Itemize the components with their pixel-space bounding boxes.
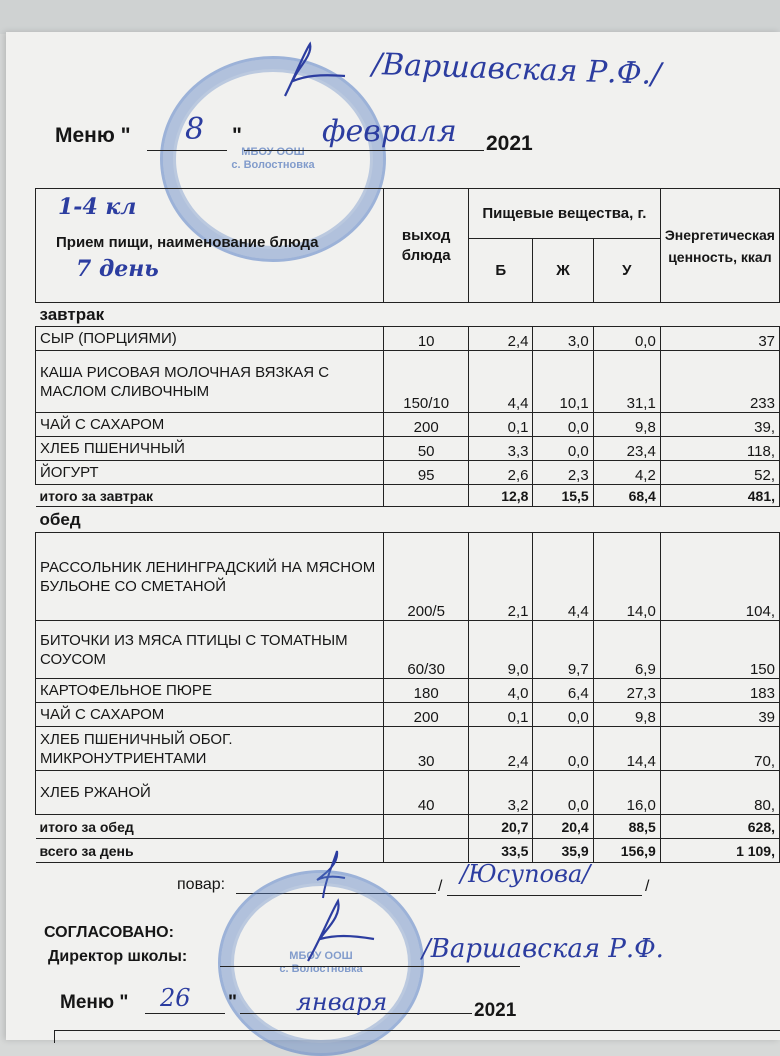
background-surface [0,0,780,34]
menu-quote: " [232,124,242,147]
dish-name: ХЛЕБ ПШЕНИЧНЫЙ ОБОГ. МИКРОНУТРИЕНТАМИ [36,727,384,771]
dish-zh: 0,0 [533,727,593,771]
next-day-underline [145,1013,225,1014]
cook-label: повар: [177,876,226,893]
dish-b: 4,0 [469,679,533,703]
dish-output: 10 [384,327,469,351]
director-label: Директор школы: [48,948,188,965]
dish-zh: 0,0 [533,703,593,727]
table-row [36,703,780,727]
dish-name: ХЛЕБ РЖАНОЙ [36,771,384,815]
cook-slash: / [438,878,443,895]
dish-kcal: 233 [660,351,779,413]
table-row [36,461,780,485]
dish-output: 60/30 [384,621,469,679]
dish-b: 9,0 [469,621,533,679]
total-zh: 35,9 [533,839,593,863]
output-header: выход блюда [384,189,469,303]
b-header: Б [469,239,533,303]
dish-b: 4,4 [469,351,533,413]
dish-zh: 0,0 [533,771,593,815]
dish-b: 2,4 [469,727,533,771]
total-out [384,839,469,863]
dish-kcal: 150 [660,621,779,679]
total-b: 20,7 [469,815,533,839]
dish-output: 50 [384,437,469,461]
dish-name: КАША РИСОВАЯ МОЛОЧНАЯ ВЯЗКАЯ С МАСЛОМ СЛИВОЧНЫМ [36,351,384,413]
total-label: итого за завтрак [36,485,384,507]
table-row [36,771,780,815]
dish-u: 14,4 [593,727,660,771]
day-underline [147,150,227,151]
dish-u: 31,1 [593,351,660,413]
dish-output: 30 [384,727,469,771]
total-kcal: 481, [660,485,779,507]
menu-label: Меню " [55,124,131,147]
month-underline [244,150,484,151]
dish-b: 0,1 [469,703,533,727]
cook-slash-end: / [645,878,650,895]
total-label: итого за обед [36,815,384,839]
dish-output: 200 [384,703,469,727]
next-menu-year: 2021 [474,1000,517,1021]
dish-kcal: 183 [660,679,779,703]
dish-u: 14,0 [593,533,660,621]
total-u: 68,4 [593,485,660,507]
dish-kcal: 80, [660,771,779,815]
dish-kcal: 104, [660,533,779,621]
stamp-line: с. Волостновка [279,963,363,975]
next-menu-month: января [296,988,388,1016]
dish-b: 3,2 [469,771,533,815]
table-row [36,679,780,703]
total-out [384,815,469,839]
dish-name: ЙОГУРТ [36,461,384,485]
dish-u: 9,8 [593,703,660,727]
signature-name-top: /Варшавская Р.Ф./ [371,46,662,93]
dish-zh: 0,0 [533,413,593,437]
total-zh: 15,5 [533,485,593,507]
section-breakfast [36,303,780,327]
dish-output: 40 [384,771,469,815]
dish-zh: 0,0 [533,437,593,461]
dish-name: КАРТОФЕЛЬНОЕ ПЮРЕ [36,679,384,703]
table-row [36,327,780,351]
total-b: 12,8 [469,485,533,507]
table-row [36,533,780,621]
total-b: 33,5 [469,839,533,863]
stamp-line: с. Волостновка [231,159,315,171]
dish-name: БИТОЧКИ ИЗ МЯСА ПТИЦЫ С ТОМАТНЫМ СОУСОМ [36,621,384,679]
signature-top [265,36,355,106]
class-note: 1-4 кл [58,194,137,220]
dish-b: 0,1 [469,413,533,437]
stamp-line: МБОУ ООШ [241,146,305,158]
total-kcal: 628, [660,815,779,839]
dish-header [36,189,384,303]
cook-name-underline [447,895,642,896]
menu-year: 2021 [486,132,533,155]
dish-output: 150/10 [384,351,469,413]
breakfast-rows [36,327,780,485]
total-kcal: 1 109, [660,839,779,863]
dish-name: ХЛЕБ ПШЕНИЧНЫЙ [36,437,384,461]
dish-kcal: 52, [660,461,779,485]
dish-name: СЫР (ПОРЦИЯМИ) [36,327,384,351]
section-lunch [36,507,780,533]
menu-title [55,124,131,148]
signature-director [290,895,380,965]
dish-b: 2,1 [469,533,533,621]
dish-zh: 6,4 [533,679,593,703]
agreed-label: СОГЛАСОВАНО: [44,924,174,941]
menu-table [35,188,780,863]
dish-u: 16,0 [593,771,660,815]
dish-name: РАССОЛЬНИК ЛЕНИНГРАДСКИЙ НА МЯСНОМ БУЛЬОНЕ СО СМЕТАНОЙ [36,533,384,621]
total-u: 156,9 [593,839,660,863]
dish-b: 2,4 [469,327,533,351]
next-menu-label: Меню " [60,992,129,1013]
total-zh: 20,4 [533,815,593,839]
section-label: завтрак [36,303,780,327]
dish-u: 6,9 [593,621,660,679]
lunch-rows [36,533,780,815]
u-header: У [593,239,660,303]
day-note: 7 день [76,256,159,282]
dish-output: 200 [384,413,469,437]
dish-zh: 10,1 [533,351,593,413]
director-underline [220,966,520,967]
next-table-edge [54,1030,780,1043]
table-row [36,413,780,437]
dish-u: 23,4 [593,437,660,461]
dish-u: 27,3 [593,679,660,703]
dish-zh: 3,0 [533,327,593,351]
director-name: /Варшавская Р.Ф. [422,934,664,964]
table-row [36,351,780,413]
dish-kcal: 70, [660,727,779,771]
dish-u: 9,8 [593,413,660,437]
dish-b: 2,6 [469,461,533,485]
section-label: обед [36,507,780,533]
table-row [36,621,780,679]
menu-month: февраля [322,114,457,149]
dish-zh: 9,7 [533,621,593,679]
total-label: всего за день [36,839,384,863]
dish-name: ЧАЙ С САХАРОМ [36,413,384,437]
lunch-total-row [36,815,780,839]
dish-kcal: 39, [660,413,779,437]
dish-name: ЧАЙ С САХАРОМ [36,703,384,727]
breakfast-total-row [36,485,780,507]
energy-header: Энергетическая ценность, ккал [660,189,779,303]
dish-output: 200/5 [384,533,469,621]
dish-kcal: 37 [660,327,779,351]
next-menu-quote: " [228,992,238,1013]
zh-header: Ж [533,239,593,303]
dish-kcal: 118, [660,437,779,461]
table-row [36,437,780,461]
total-out [384,485,469,507]
dish-u: 0,0 [593,327,660,351]
dish-u: 4,2 [593,461,660,485]
table-row [36,727,780,771]
cook-name: /Юсупова/ [460,860,591,888]
dish-header-label: Прием пищи, наименование блюда [56,234,319,251]
dish-zh: 2,3 [533,461,593,485]
next-menu-day: 26 [160,984,191,1012]
menu-day: 8 [185,112,205,147]
dish-b: 3,3 [469,437,533,461]
dish-output: 180 [384,679,469,703]
dish-output: 95 [384,461,469,485]
day-total-row [36,839,780,863]
dish-kcal: 39 [660,703,779,727]
nutrients-header: Пищевые вещества, г. [469,189,661,239]
stamp-line: МБОУ ООШ [289,950,353,962]
total-u: 88,5 [593,815,660,839]
table-header-row [36,189,780,239]
dish-zh: 4,4 [533,533,593,621]
